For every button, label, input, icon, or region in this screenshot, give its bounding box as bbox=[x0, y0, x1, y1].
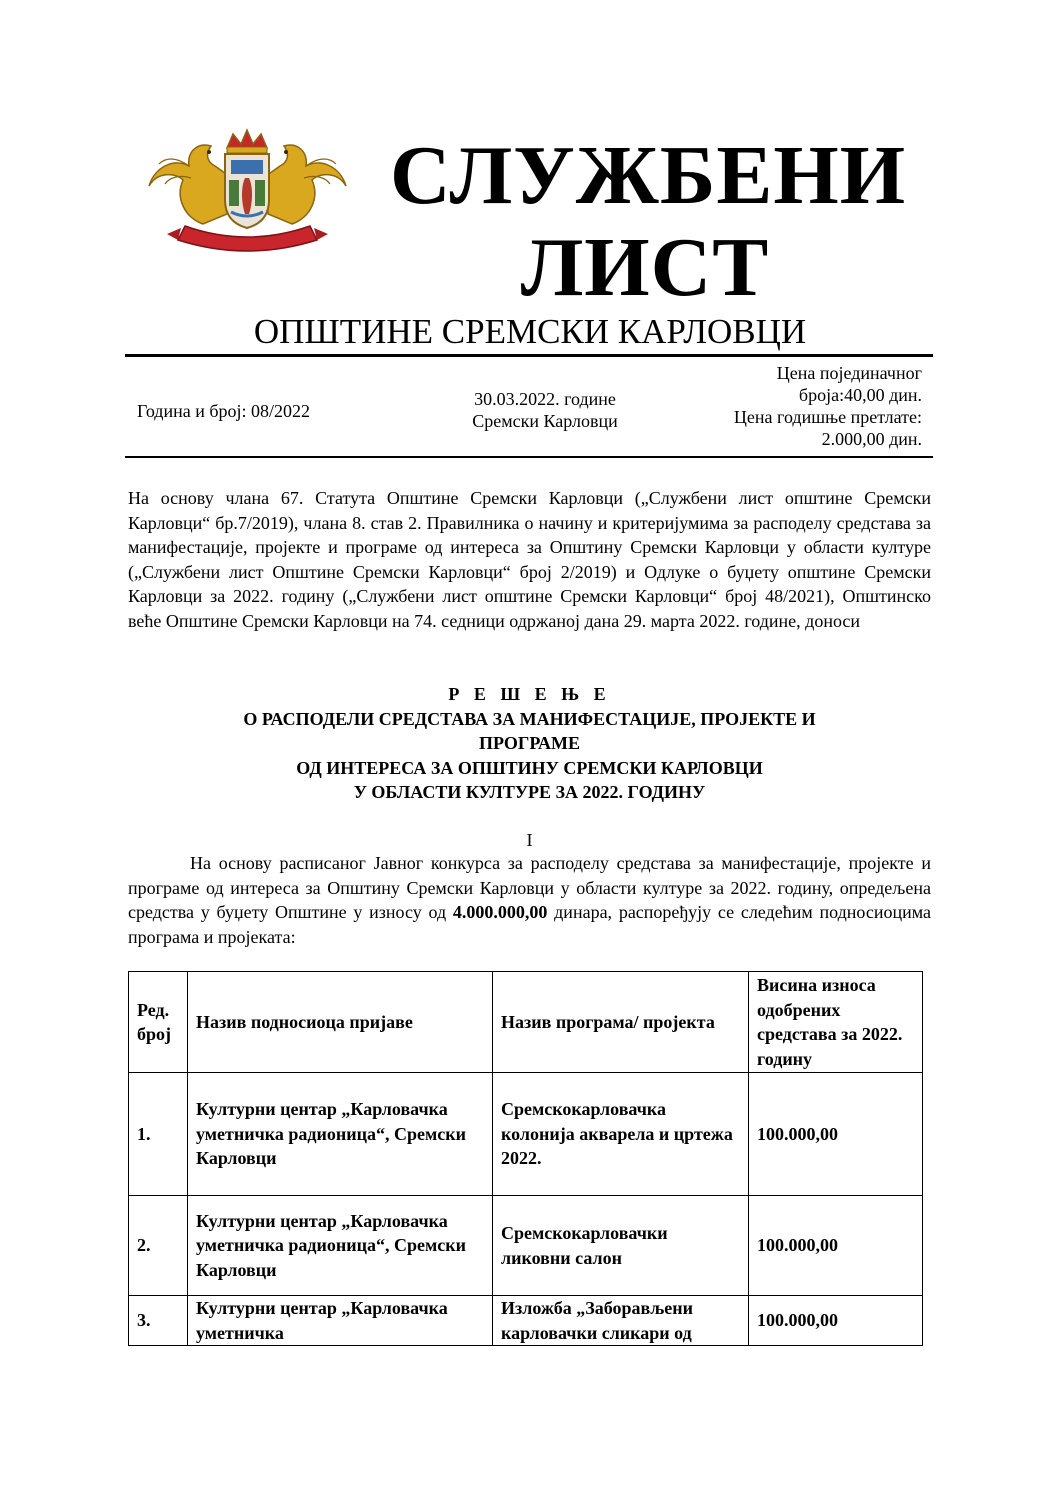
price-annual-line1: Цена годишње претлате: bbox=[733, 407, 922, 427]
decision-heading bbox=[128, 682, 931, 805]
section-text-after: динара, распоређују се следећим подносиоцима програма и пројеката: bbox=[128, 902, 931, 947]
price-single-line2: броја:40,00 дин. bbox=[798, 385, 922, 405]
header-cell-number: Ред. број bbox=[129, 972, 188, 1073]
issue-number: Година и број: 08/2022 bbox=[137, 401, 311, 421]
row-number: 1. bbox=[129, 1073, 188, 1196]
row-applicant: Културни центар „Карловачка уметничка радионица“, Сремски Карловци bbox=[188, 1073, 493, 1196]
row-amount: 100.000,00 bbox=[749, 1073, 923, 1196]
section-text-before: На основу расписаног Јавног конкурса за расподелу средстава за манифестације, пројекте и програме од интереса за Општину Сремски Карловци у области културе за 2022. годину, опредељена средства у буџету Општине у износу од bbox=[128, 853, 931, 922]
allocation-table bbox=[128, 971, 923, 1346]
row-applicant: Културни центар „Карловачка уметничка радионица“, Сремски Карловци bbox=[188, 1196, 493, 1296]
row-amount: 100.000,00 bbox=[749, 1196, 923, 1296]
decision-label: Р Е Ш Е Њ Е bbox=[448, 684, 611, 704]
row-program: Сремскокарловачки ликовни салон bbox=[493, 1196, 749, 1296]
gazette-title bbox=[390, 129, 907, 314]
gazette-title-line2: ЛИСТ bbox=[520, 221, 770, 314]
price-single-line1: Цена појединачног bbox=[776, 363, 922, 383]
masthead-top-rule bbox=[125, 354, 933, 357]
header-cell-program: Назив програма/ пројекта bbox=[493, 972, 749, 1073]
row-amount: 100.000,00 bbox=[749, 1296, 923, 1346]
issue-place: Сремски Карловци bbox=[472, 411, 618, 431]
table-row bbox=[129, 1196, 923, 1296]
row-program-cell bbox=[493, 1296, 749, 1346]
row-program: Сремскокарловачка колонија акварела и цртежа 2022. bbox=[493, 1073, 749, 1196]
gazette-subtitle: ОПШТИНЕ СРЕМСКИ КАРЛОВЦИ bbox=[253, 312, 807, 351]
gazette-title-line1: СЛУЖБЕНИ bbox=[390, 129, 907, 222]
header-cell-amount: Висина износа одобрених средстава за 2022. годину bbox=[749, 972, 923, 1073]
decision-title-line2: ПРОГРАМЕ bbox=[478, 733, 581, 753]
decision-title-line3: ОД ИНТЕРЕСА ЗА ОПШТИНУ СРЕМСКИ КАРЛОВЦИ bbox=[296, 757, 763, 778]
decision-title-line1: О РАСПОДЕЛИ СРЕДСТАВА ЗА МАНИФЕСТАЦИЈЕ, ПРОЈЕКТЕ И bbox=[243, 708, 816, 729]
section-number: I bbox=[526, 830, 533, 850]
decision-title-line4: У ОБЛАСТИ КУЛТУРЕ ЗА 2022. ГОДИНУ bbox=[353, 782, 706, 802]
header-cell-applicant: Назив подносиоца пријаве bbox=[188, 972, 493, 1073]
total-amount: 4.000.000,00 bbox=[452, 902, 548, 922]
row-applicant-cell bbox=[188, 1296, 493, 1346]
issue-date: 30.03.2022. године bbox=[474, 389, 616, 409]
municipal-coat-of-arms-icon bbox=[145, 128, 350, 260]
table-row bbox=[129, 1296, 923, 1346]
row-number: 2. bbox=[129, 1196, 188, 1296]
masthead-bottom-rule bbox=[125, 456, 933, 458]
price-info bbox=[670, 362, 922, 450]
issue-date-place bbox=[440, 388, 650, 432]
section-paragraph bbox=[128, 851, 931, 949]
legal-basis-paragraph: На основу члана 67. Статута Општине Сремски Карловци („Службени лист општине Сремски Карловци“ бр.7/2019), члана 8. став 2. Правилника о начину и критеријумима за расподелу средстава за манифестације, пројекте и програме од интереса за Општину Сремски Карловци у области културе („Службени лист Општине Сремски Карловци“ број 2/2019) и Одлуке о буџету општине Сремски Карловци за 2022. годину („Службени лист општине Сремски Карловци“ број 48/2021), Општинско веће Општине Сремски Карловци на 74. седници одржаној дана 29. марта 2022. године, доноси bbox=[128, 488, 931, 631]
row-applicant: Културни центар „Карловачка уметничка bbox=[196, 1298, 448, 1343]
row-number: 3. bbox=[129, 1296, 188, 1346]
row-program: Изложба „Заборављени карловачки сликари од bbox=[501, 1298, 693, 1343]
table-row bbox=[129, 1073, 923, 1196]
price-annual-line2: 2.000,00 дин. bbox=[821, 429, 922, 449]
table-header-row bbox=[129, 972, 923, 1073]
